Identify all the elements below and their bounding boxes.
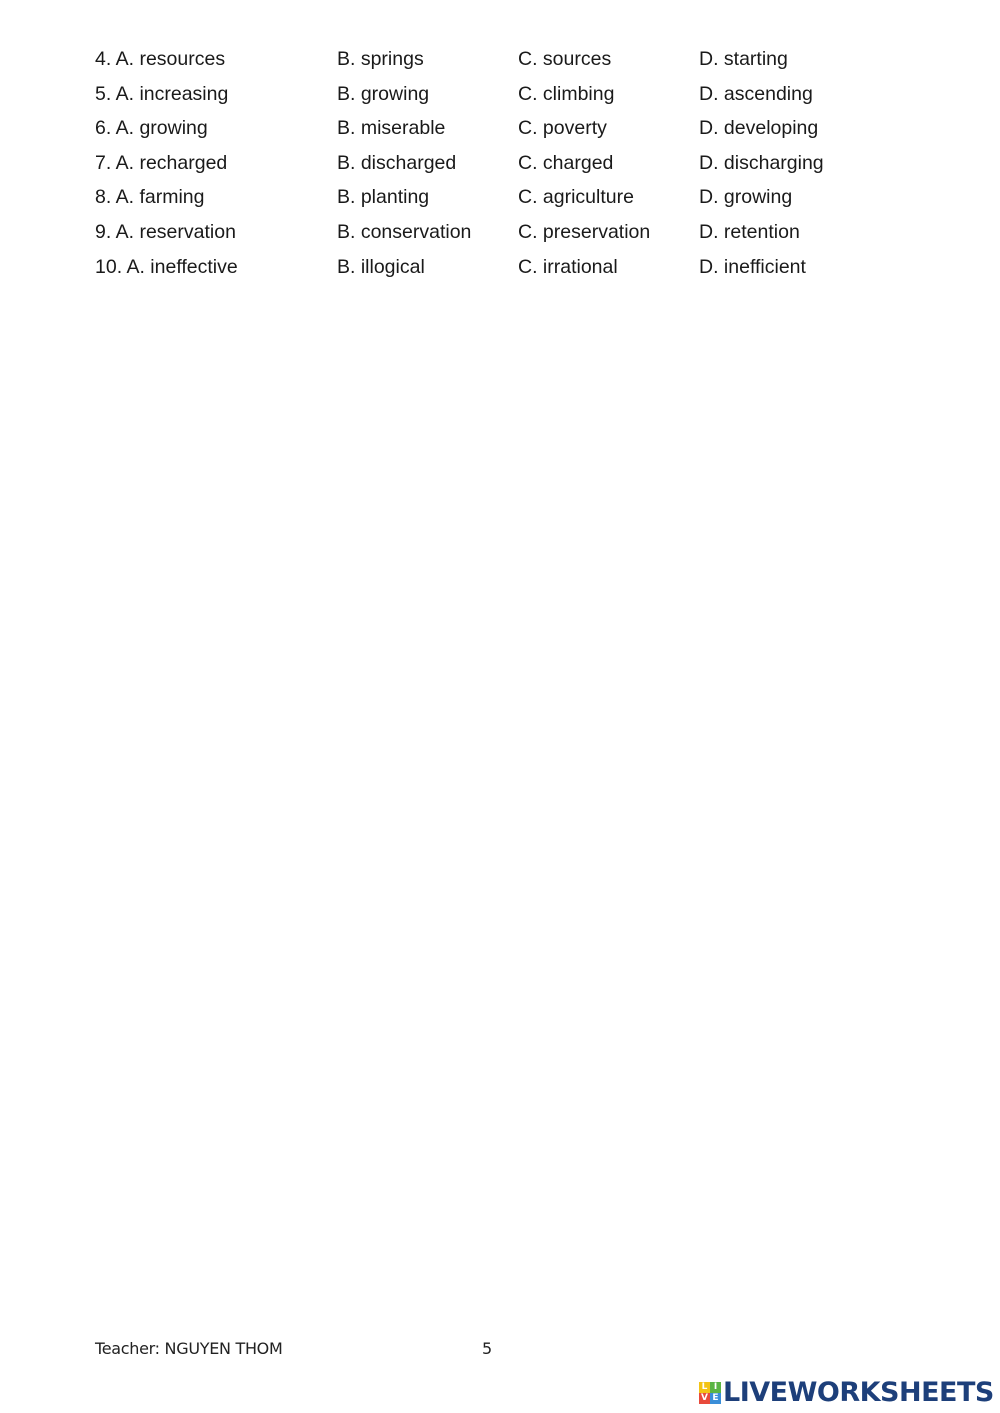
- logo-letter: E: [710, 1393, 721, 1404]
- option-d: D. discharging: [699, 151, 824, 174]
- option-d: D. inefficient: [699, 255, 806, 278]
- question-list: [95, 44, 915, 286]
- footer-teacher: Teacher: NGUYEN THOM: [95, 1339, 283, 1358]
- option-a: 4. A. resources: [95, 48, 226, 70]
- option-b: B. discharged: [337, 151, 457, 174]
- option-a: 8. A. farming: [95, 186, 205, 209]
- option-c: C. agriculture: [518, 186, 634, 209]
- option-d: D. ascending: [699, 82, 813, 105]
- option-a: 6. A. growing: [95, 117, 208, 140]
- question-row: [95, 252, 915, 287]
- logo-letter: I: [710, 1382, 721, 1393]
- option-b: B. conservation: [337, 220, 472, 243]
- question-row: [95, 217, 915, 252]
- option-b: B. growing: [337, 82, 430, 105]
- question-row: [95, 79, 915, 114]
- option-b: B. springs: [337, 48, 424, 70]
- option-b: B. miserable: [337, 117, 446, 140]
- logo-letter: V: [699, 1393, 710, 1404]
- question-row: [95, 44, 915, 79]
- option-c: C. climbing: [518, 82, 615, 105]
- option-c: C. irrational: [518, 255, 618, 278]
- option-c: C. sources: [518, 48, 612, 70]
- option-b: B. illogical: [337, 255, 425, 278]
- option-a: 10. A. ineffective: [95, 255, 238, 278]
- question-row: [95, 113, 915, 148]
- question-row: [95, 148, 915, 183]
- liveworksheets-brand[interactable]: [699, 1378, 994, 1408]
- liveworksheets-logo-icon: [699, 1382, 721, 1404]
- option-a: 5. A. increasing: [95, 82, 229, 105]
- option-d: D. growing: [699, 186, 793, 209]
- option-c: C. preservation: [518, 220, 651, 243]
- option-c: C. charged: [518, 151, 614, 174]
- option-d: D. retention: [699, 220, 800, 243]
- option-b: B. planting: [337, 186, 430, 209]
- question-row: [95, 182, 915, 217]
- option-d: D. starting: [699, 48, 788, 70]
- brand-text: LIVEWORKSHEETS: [723, 1377, 994, 1408]
- page-number: 5: [482, 1339, 493, 1358]
- option-a: 7. A. recharged: [95, 151, 228, 174]
- option-d: D. developing: [699, 117, 819, 140]
- option-c: C. poverty: [518, 117, 607, 140]
- option-a: 9. A. reservation: [95, 220, 236, 243]
- logo-letter: L: [699, 1382, 710, 1393]
